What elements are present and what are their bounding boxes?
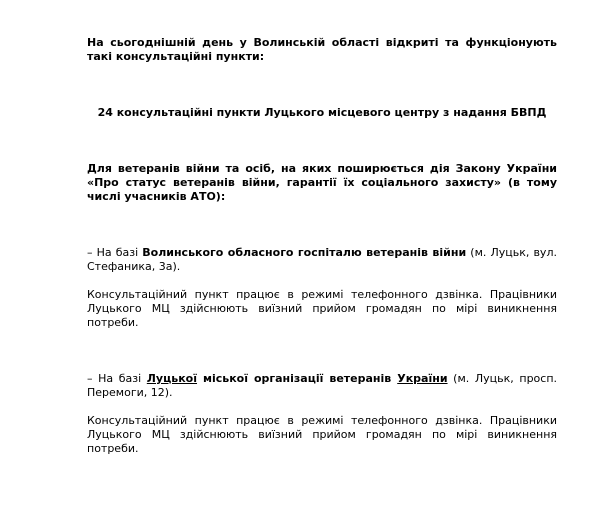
institution-address: (м. Луцьк, вул. Стефаника, 3а). <box>87 246 557 273</box>
consultation-point-2-note: Консультаційний пункт працює в режимі телефонного дзвінка. Працівники Луцького МЦ здійснюють виїзний прийом громадян по мірі виникнення потреби. <box>87 414 557 455</box>
institution-name-underlined-2: України <box>397 372 448 385</box>
intro-paragraph: На сьогоднішній день у Волинській області відкриті та функціонують такі консультаційні пункти: <box>87 36 557 63</box>
consultation-point-2 <box>87 372 557 400</box>
institution-name: Волинського обласного госпіталю ветеранів війни <box>142 246 467 259</box>
item-prefix: – На базі <box>87 246 143 259</box>
centers-title: 24 консультаційні пункти Луцького місцевого центру з надання БВПД <box>97 106 547 119</box>
institution-name: міської організації ветеранів <box>197 372 398 385</box>
consultation-point-1 <box>87 246 557 274</box>
document-page <box>87 36 557 456</box>
institution-address: (м. Луцьк, просп. Перемоги, 12). <box>87 372 558 399</box>
veterans-heading: Для ветеранів війни та осіб, на яких поширюється дія Закону України «Про статус ветеранів війни, гарантії їх соціального захисту» (в тому числі учасників АТО): <box>87 162 557 203</box>
item-prefix: – На базі <box>87 372 147 385</box>
consultation-point-1-note: Консультаційний пункт працює в режимі телефонного дзвінка. Працівники Луцького МЦ здійснюють виїзний прийом громадян по мірі виникнення потреби. <box>87 288 557 329</box>
institution-name-underlined: Луцької <box>146 372 198 385</box>
